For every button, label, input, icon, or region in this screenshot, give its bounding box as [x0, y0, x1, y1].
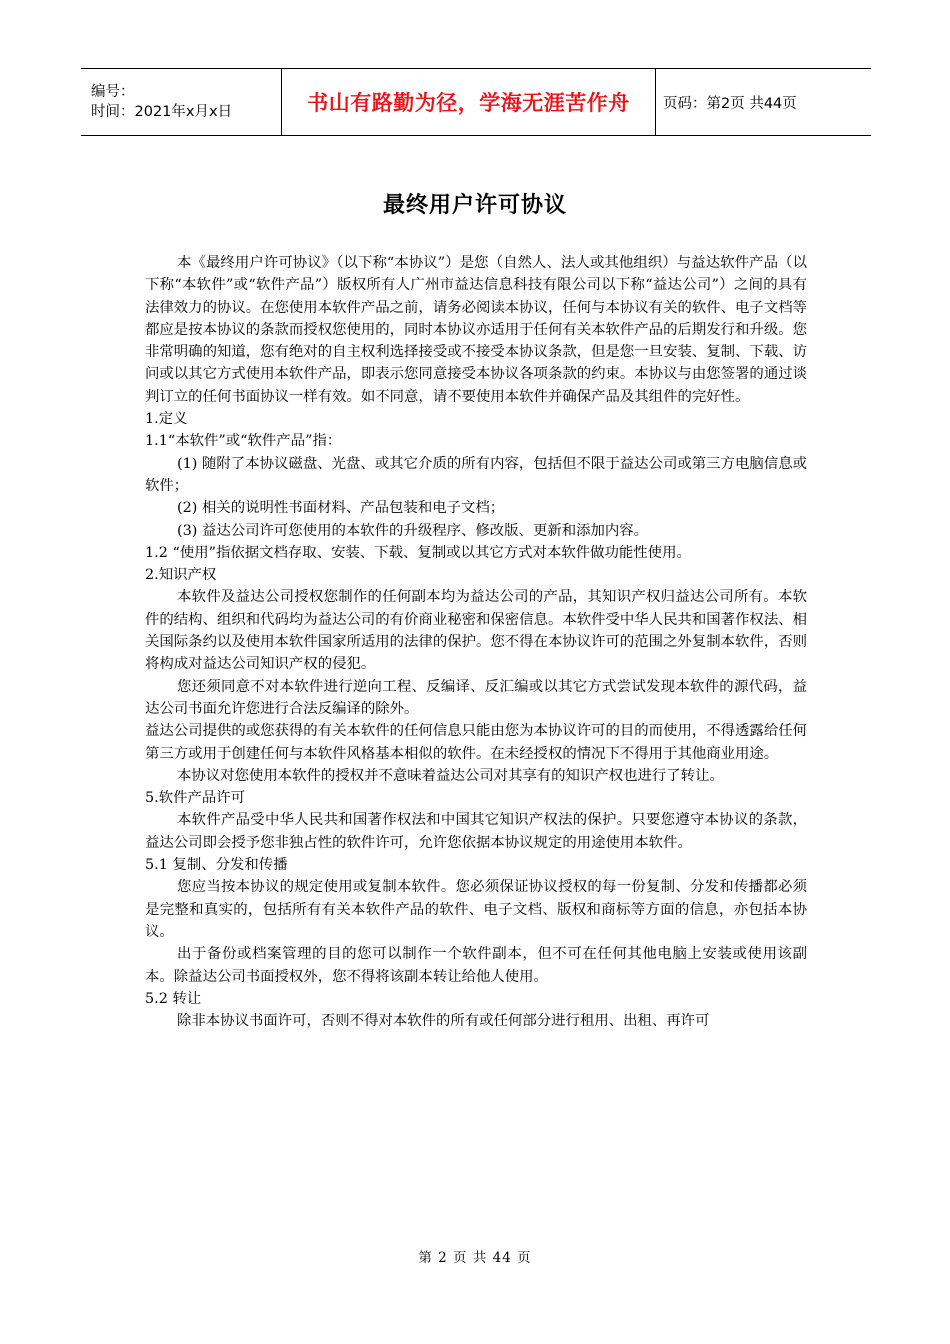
list-item-2: (2) 相关的说明性书面材料、产品包装和电子文档；	[177, 500, 505, 517]
section-heading-definitions: 1.定义	[145, 411, 188, 428]
document-date-label: 时间：2021年x月x日	[91, 104, 233, 120]
paragraph: 益达公司提供的或您获得的有关本软件的任何信息只能由您为本协议许可的目的而使用，不得透露给任何第三方或用于创建任何与本软件风格基本相似的软件。在未经授权的情况下不得用于其他商业用途。	[145, 723, 807, 762]
paragraph: 本软件及益达公司授权您制作的任何副本均为益达公司的产品，其知识产权归益达公司所有。本软件的结构、组织和代码均为益达公司的有价商业秘密和保密信息。本软件受中华人民共和国著作权法、相关国际条约以及使用本软件国家所适用的法律的保护。您不得在本协议许可的范围之外复制本软件，否则将构成对益达公司知识产权的侵犯。	[145, 589, 807, 673]
clause-5-2: 5.2 转让	[145, 990, 202, 1007]
header-motto: 书山有路勤为径，学海无涯苦作舟	[282, 69, 656, 135]
paragraph: 本软件产品受中华人民共和国著作权法和中国其它知识产权法的保护。只要您遵守本协议的条款，益达公司即会授予您非独占性的软件许可，允许您依据本协议规定的用途使用本软件。	[145, 812, 807, 851]
document-number-label: 编号：	[91, 84, 135, 100]
header-meta	[81, 69, 282, 135]
paragraph: 出于备份或档案管理的目的您可以制作一个软件副本，但不可在任何其他电脑上安装或使用该副本。除益达公司书面授权外，您不得将该副本转让给他人使用。	[145, 946, 807, 985]
paragraph: 您还须同意不对本软件进行逆向工程、反编译、反汇编或以其它方式尝试发现本软件的源代码，益达公司书面允许您进行合法反编译的除外。	[145, 678, 807, 717]
clause-1-1: 1.1“本软件”或“软件产品”指：	[145, 433, 342, 450]
list-item-3: (3) 益达公司许可您使用的本软件的升级程序、修改版、更新和添加内容。	[177, 522, 649, 539]
paragraph: 除非本协议书面许可，否则不得对本软件的所有或任何部分进行租用、出租、再许可	[177, 1013, 710, 1030]
document-body	[145, 252, 807, 1032]
intro-paragraph: 本《最终用户许可协议》（以下称“本协议”）是您（自然人、法人或其他组织）与益达软件产品（以下称“本软件”或“软件产品”）版权所有人广州市益达信息科技有限公司以下称“益达公司”）之间的具有法律效力的协议。在您使用本软件产品之前，请务必阅读本协议，任何与本协议有关的软件、电子文档等都应是按本协议的条款而授权您使用的，同时本协议亦适用于任何有关本软件产品的后期发行和升级。您非常明确的知道，您有绝对的自主权利选择接受或不接受本协议条款，但是您一旦安装、复制、下载、访问或以其它方式使用本软件产品，即表示您同意接受本协议各项条款的约束。本协议与由您签署的通过谈判订立的任何书面协议一样有效。如不同意，请不要使用本软件并确保产品及其组件的完好性。	[145, 255, 807, 405]
page-footer: 第 2 页 共 44 页	[418, 1250, 532, 1266]
clause-5-1: 5.1 复制、分发和传播	[145, 857, 288, 874]
paragraph: 您应当按本协议的规定使用或复制本软件。您必须保证协议授权的每一份复制、分发和传播都必须是完整和真实的，包括所有有关本软件产品的软件、电子文档、版权和商标等方面的信息，亦包括本协议。	[145, 879, 807, 940]
header-page-info: 页码：第2页 共44页	[663, 95, 797, 112]
document-title: 最终用户许可协议	[382, 193, 567, 218]
clause-1-2: 1.2 “使用”指依据文档存取、安装、下载、复制或以其它方式对本软件做功能性使用。	[145, 544, 691, 561]
paragraph: 本协议对您使用本软件的授权并不意味着益达公司对其享有的知识产权也进行了转让。	[177, 767, 724, 784]
page-header	[81, 68, 871, 136]
section-heading-ip: 2.知识产权	[145, 567, 217, 584]
section-heading-license: 5.软件产品许可	[145, 790, 246, 807]
list-item-1: (1) 随附了本协议磁盘、光盘、或其它介质的所有内容，包括但不限于益达公司或第三方电脑信息或软件；	[145, 455, 807, 494]
